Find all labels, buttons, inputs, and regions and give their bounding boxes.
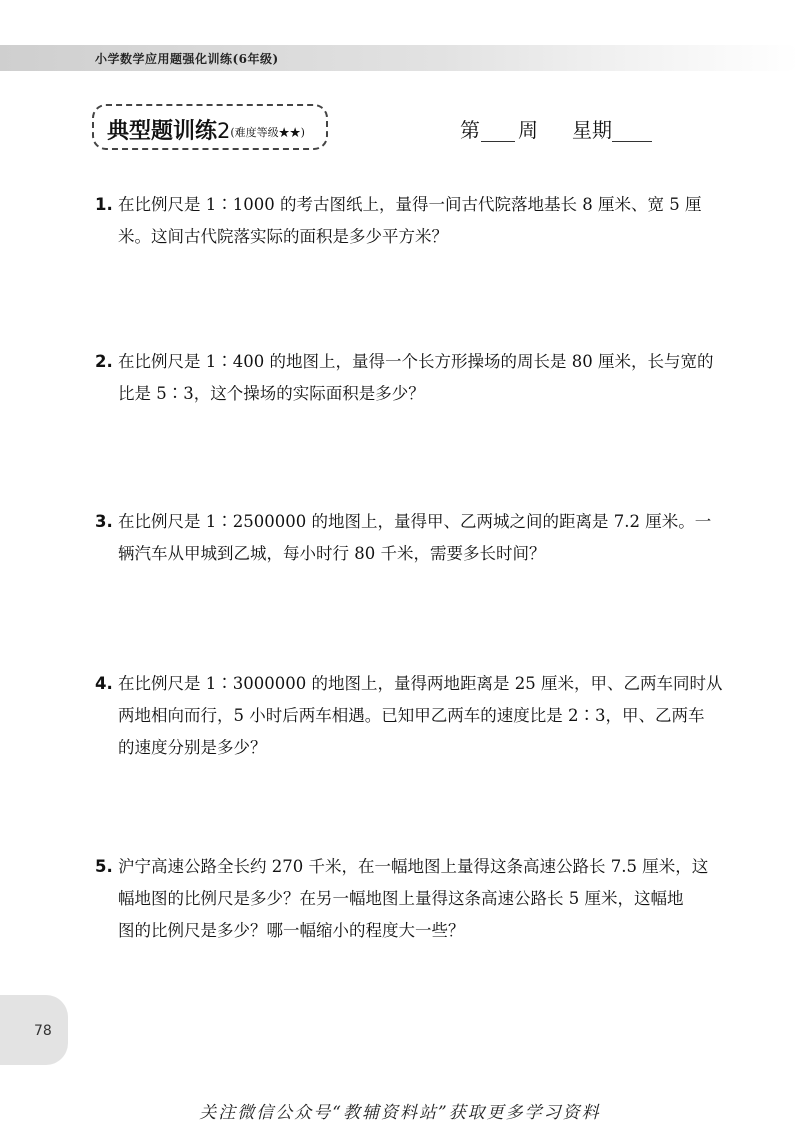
week-suffix: 周 (518, 118, 538, 142)
problem-text-line: 在比例尺是 1∶1000 的考古图纸上，量得一间古代院落地基长 8 厘米、宽 5 厘 (118, 195, 702, 214)
problem-number: 4. (95, 674, 113, 693)
section-title (107, 114, 305, 145)
problem-text-line: 辆汽车从甲城到乙城，每小时行 80 千米，需要多长时间？ (118, 544, 546, 563)
week-blank (481, 141, 515, 142)
section-number: 2 (217, 119, 231, 143)
problem-text-line: 幅地图的比例尺是多少？在另一幅地图上量得这条高速公路长 5 厘米，这幅地 (118, 889, 684, 908)
footer-note: 关注微信公众号“教辅资料站”获取更多学习资料 (199, 1103, 601, 1123)
problem-text-line: 在比例尺是 1∶400 的地图上，量得一个长方形操场的周长是 80 厘米，长与宽的 (118, 352, 714, 371)
problem-1 (95, 189, 717, 253)
problem-number: 5. (95, 857, 113, 876)
problem-text-line: 沪宁高速公路全长约 270 千米，在一幅地图上量得这条高速公路长 7.5 厘米，这 (118, 857, 709, 876)
problem-text-line: 两地相向而行，5 小时后两车相遇。已知甲乙两车的速度比是 2∶3，甲、乙两车 (118, 706, 705, 725)
problem-number: 1. (95, 195, 113, 214)
problem-text-line: 在比例尺是 1∶2500000 的地图上，量得甲、乙两城之间的距离是 7.2 厘米。一 (118, 512, 712, 531)
problem-text-line: 的速度分别是多少？ (118, 738, 267, 757)
problem-5 (95, 851, 717, 947)
problem-text-line: 比是 5∶3，这个操场的实际面积是多少？ (118, 384, 425, 403)
weekday-label: 星期 (572, 118, 612, 142)
section-title-text: 典型题训练 (107, 118, 218, 144)
problem-number: 3. (95, 512, 113, 531)
weekday-blank (612, 141, 652, 142)
problem-2 (95, 346, 717, 410)
week-prefix: 第 (460, 118, 480, 142)
difficulty-label: (难度等级★★) (230, 126, 305, 139)
problem-3 (95, 506, 717, 570)
problem-text-line: 图的比例尺是多少？哪一幅缩小的程度大一些？ (118, 921, 465, 940)
book-title: 小学数学应用题强化训练(6年级) (95, 52, 279, 66)
problem-text-line: 在比例尺是 1∶3000000 的地图上，量得两地距离是 25 厘米，甲、乙两车同时从 (118, 674, 723, 693)
problem-text-line: 米。这间古代院落实际的面积是多少平方米？ (118, 227, 448, 246)
problem-number: 2. (95, 352, 113, 371)
page-number: 78 (34, 1023, 52, 1039)
problem-4 (95, 668, 723, 764)
